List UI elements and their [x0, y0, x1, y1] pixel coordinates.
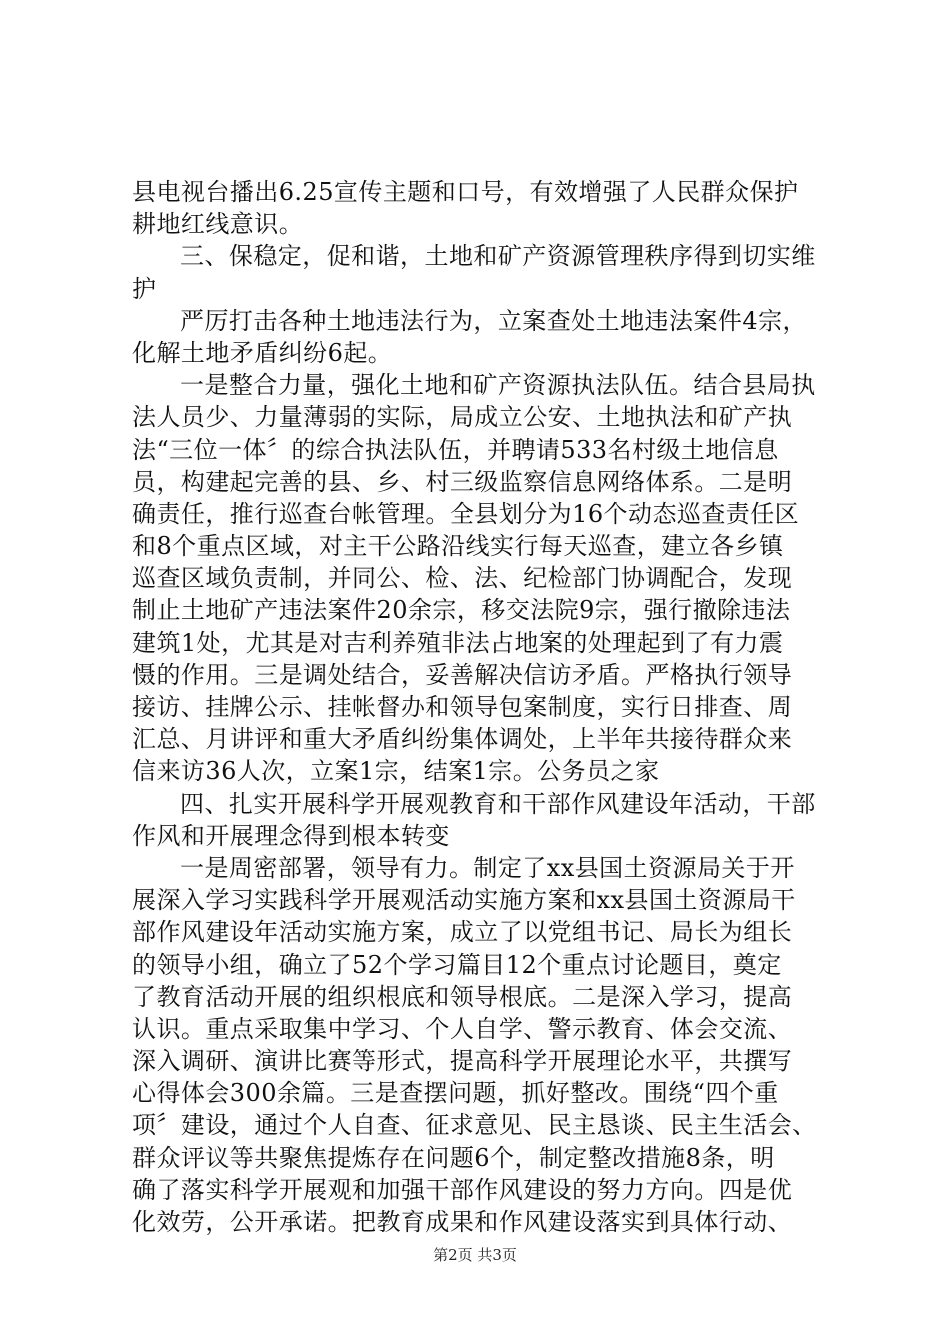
- text-line: 化效劳，公开承诺。把教育成果和作风建设落实到具体行动、: [132, 1208, 793, 1236]
- text-line: 信来访36人次，立案1宗，结案1宗。公务员之家: [132, 757, 660, 786]
- text-line: 认识。重点采取集中学习、个人自学、警示教育、体会交流、: [132, 1014, 793, 1043]
- section-heading-line: 护: [132, 274, 157, 303]
- text-line: 制止土地矿产违法案件20余宗，移交法院9宗，强行撤除违法: [132, 596, 791, 625]
- text-line: 耕地红线意识。: [132, 210, 304, 239]
- text-line: 了教育活动开展的组织根底和领导根底。二是深入学习，提高: [132, 982, 793, 1011]
- text-line: 巡查区域负责制，并同公、检、法、纪检部门协调配合，发现: [132, 564, 793, 593]
- document-body: [132, 176, 822, 1238]
- text-line: 确了落实科学开展观和加强干部作风建设的努力方向。四是优: [132, 1175, 793, 1204]
- text-line: 一是整合力量，强化土地和矿产资源执法队伍。结合县局执: [180, 371, 816, 400]
- text-line: 县电视台播出6.25宣传主题和口号，有效增强了人民群众保护: [132, 178, 799, 206]
- text-line: 项〞建设，通过个人自查、征求意见、民主恳谈、民主生活会、: [132, 1111, 817, 1140]
- text-line: 和8个重点区域，对主干公路沿线实行每天巡查，建立各乡镇: [132, 532, 784, 561]
- text-line: 深入调研、演讲比赛等形式，提高科学开展理论水平，共撰写: [132, 1047, 793, 1076]
- section-heading-line: 三、保稳定，促和谐，土地和矿产资源管理秩序得到切实维: [180, 242, 816, 271]
- text-line: 员，构建起完善的县、乡、村三级监察信息网络体系。二是明: [132, 467, 793, 496]
- text-line: 群众评议等共聚焦提炼存在问题6个，制定整改措施8条，明: [132, 1143, 775, 1172]
- section-heading-line: 四、扎实开展科学开展观教育和干部作风建设年活动，干部: [180, 789, 816, 818]
- text-line: 展深入学习实践科学开展观活动实施方案和xx县国土资源局干: [132, 886, 796, 915]
- text-line: 严厉打击各种土地违法行为，立案查处土地违法案件4宗，: [180, 306, 807, 335]
- text-line: 部作风建设年活动实施方案，成立了以党组书记、局长为组长: [132, 918, 793, 947]
- text-line: 的领导小组，确立了52个学习篇目12个重点讨论题目，奠定: [132, 950, 782, 979]
- section-heading-line: 作风和开展理念得到根本转变: [132, 821, 450, 850]
- text-line: 法人员少、力量薄弱的实际，局成立公安、土地执法和矿产执: [132, 403, 793, 432]
- text-line: 一是周密部署，领导有力。制定了xx县国土资源局关于开: [180, 853, 795, 882]
- text-line: 确责任，推行巡查台帐管理。全县划分为16个动态巡查责任区: [132, 499, 800, 528]
- text-line: 建筑1处，尤其是对吉利养殖非法占地案的处理起到了有力震: [132, 628, 784, 657]
- text-line: 慑的作用。三是调处结合，妥善解决信访矛盾。严格执行领导: [132, 660, 793, 689]
- text-line: 心得体会300余篇。三是查摆问题，抓好整改。围绕“四个重: [132, 1079, 779, 1108]
- text-line: 接访、挂牌公示、挂帐督办和领导包案制度，实行日排查、周: [132, 693, 793, 721]
- text-line: 法“三位一体〞的综合执法队伍，并聘请533名村级土地信息: [132, 435, 779, 464]
- page-number-footer: 第2页 共3页: [433, 1246, 517, 1264]
- text-line: 化解土地矛盾纠纷6起。: [132, 338, 393, 367]
- text-line: 汇总、月讲评和重大矛盾纠纷集体调处，上半年共接待群众来: [132, 725, 793, 754]
